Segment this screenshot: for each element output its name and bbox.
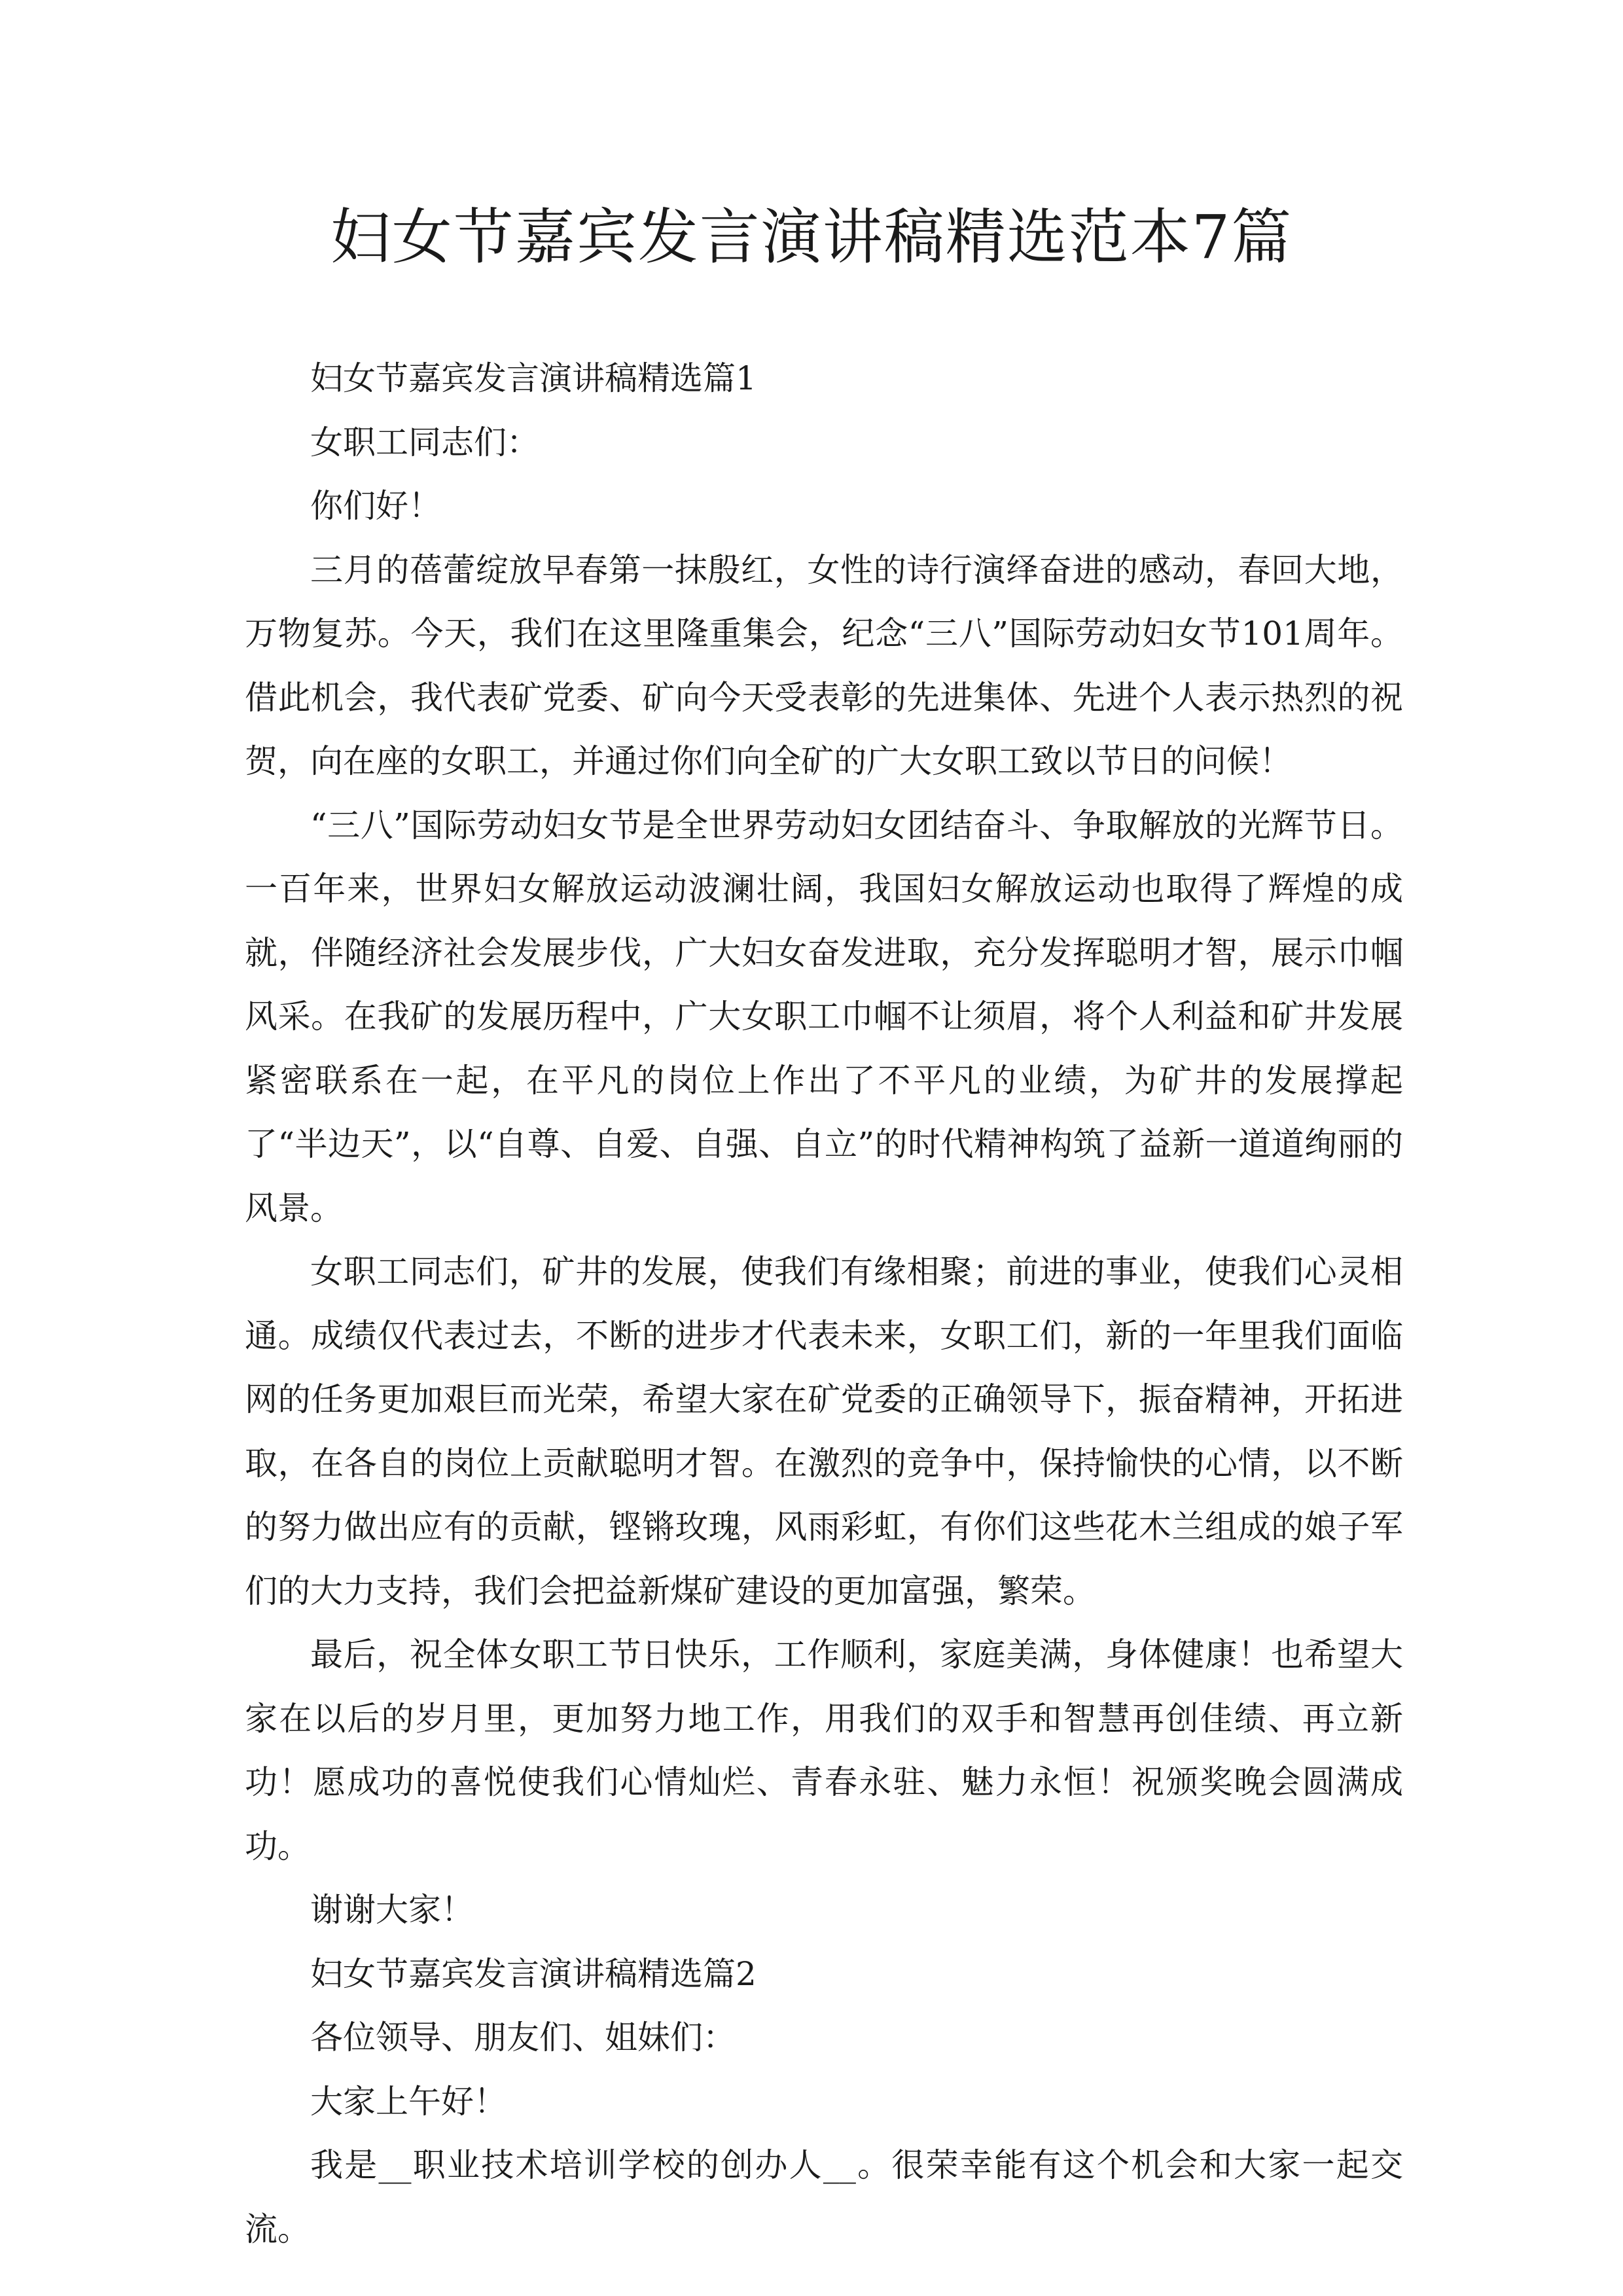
salutation: 女职工同志们：	[310, 423, 539, 461]
closing: 谢谢大家！	[310, 1891, 474, 1929]
paragraph: 三月的蓓蕾绽放早春第一抹殷红，女性的诗行演绎奋进的感动，春回大地，万物复苏。今天，我们在这里隆重集会，纪念“三八”国际劳动妇女节101周年。借此机会，我代表矿党委、矿向今天受表彰的先进集体、先进个人表示热烈的祝贺，向在座的女职工，并通过你们向全矿的广大女职工致以节日的问候！	[245, 550, 1403, 780]
greeting: 大家上午好！	[310, 2082, 507, 2121]
paragraph: 女职工同志们，矿井的发展，使我们有缘相聚；前进的事业，使我们心灵相通。成绩仅代表过去，不断的进步才代表未来，女职工们，新的一年里我们面临网的任务更加艰巨而光荣，希望大家在矿党委的正确领导下，振奋精神，开拓进取，在各自的岗位上贡献聪明才智。在激烈的竞争中，保持愉快的心情，以不断的努力做出应有的贡献，铿锵玫瑰，风雨彩虹，有你们这些花木兰组成的娘子军们的大力支持，我们会把益新煤矿建设的更加富强，繁荣。	[245, 1253, 1403, 1610]
section-heading: 妇女节嘉宾发言演讲稿精选篇1	[310, 359, 757, 397]
salutation: 各位领导、朋友们、姐妹们：	[310, 2018, 736, 2056]
paragraph: 最后，祝全体女职工节日快乐，工作顺利，家庭美满，身体健康！也希望大家在以后的岁月里，更加努力地工作，用我们的双手和智慧再创佳绩、再立新功！愿成功的喜悦使我们心情灿烂、青春永驻、魅力永恒！祝颁奖晚会圆满成功。	[245, 1636, 1403, 1865]
paragraph: “三八”国际劳动妇女节是全世界劳动妇女团结奋斗、争取解放的光辉节日。一百年来，世界妇女解放运动波澜壮阔，我国妇女解放运动也取得了辉煌的成就，伴随经济社会发展步伐，广大妇女奋发进取，充分发挥聪明才智，展示巾帼风采。在我矿的发展历程中，广大女职工巾帼不让须眉，将个人利益和矿井发展紧密联系在一起，在平凡的岗位上作出了不平凡的业绩，为矿井的发展撑起了“半边天”，以“自尊、自爱、自强、自立”的时代精神构筑了益新一道道绚丽的风景。	[245, 806, 1403, 1227]
document-title: 妇女节嘉宾发言演讲稿精选范本7篇	[330, 202, 1293, 272]
document-body	[245, 347, 1403, 2261]
greeting: 你们好！	[310, 487, 441, 525]
section-heading: 妇女节嘉宾发言演讲稿精选篇2	[310, 1954, 757, 1993]
paragraph: 我是__职业技术培训学校的创办人__。很荣幸能有这个机会和大家一起交流。	[245, 2146, 1403, 2248]
